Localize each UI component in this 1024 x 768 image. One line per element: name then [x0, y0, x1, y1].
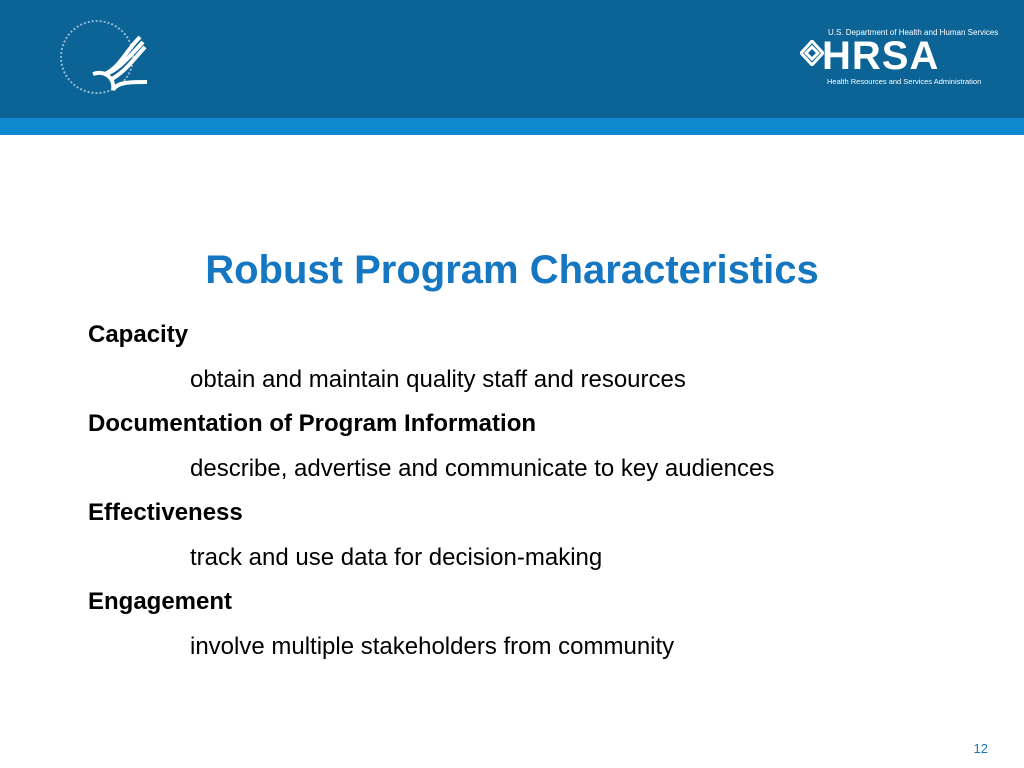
hrsa-department-text: U.S. Department of Health and Human Services: [828, 28, 999, 37]
header-stripe: [0, 118, 1024, 135]
item-heading: Effectiveness: [88, 499, 243, 526]
item-heading: Documentation of Program Information: [88, 410, 537, 437]
item-detail: involve multiple stakeholders from community: [190, 633, 675, 660]
page-number: 12: [973, 741, 988, 756]
hrsa-fullname: Health Resources and Services Administration: [827, 77, 982, 86]
item-detail: obtain and maintain quality staff and resources: [190, 366, 686, 393]
item-detail: describe, advertise and communicate to key audiences: [190, 455, 775, 482]
hrsa-name: HRSA: [822, 34, 940, 78]
hhs-seal-logo: [55, 12, 155, 102]
item-detail: track and use data for decision-making: [190, 544, 603, 571]
item-heading: Capacity: [88, 321, 189, 348]
hrsa-logo: [800, 28, 999, 90]
item-heading: Engagement: [88, 588, 233, 615]
hrsa-knot-icon: [800, 40, 824, 66]
slide-title: Robust Program Characteristics: [205, 248, 819, 292]
